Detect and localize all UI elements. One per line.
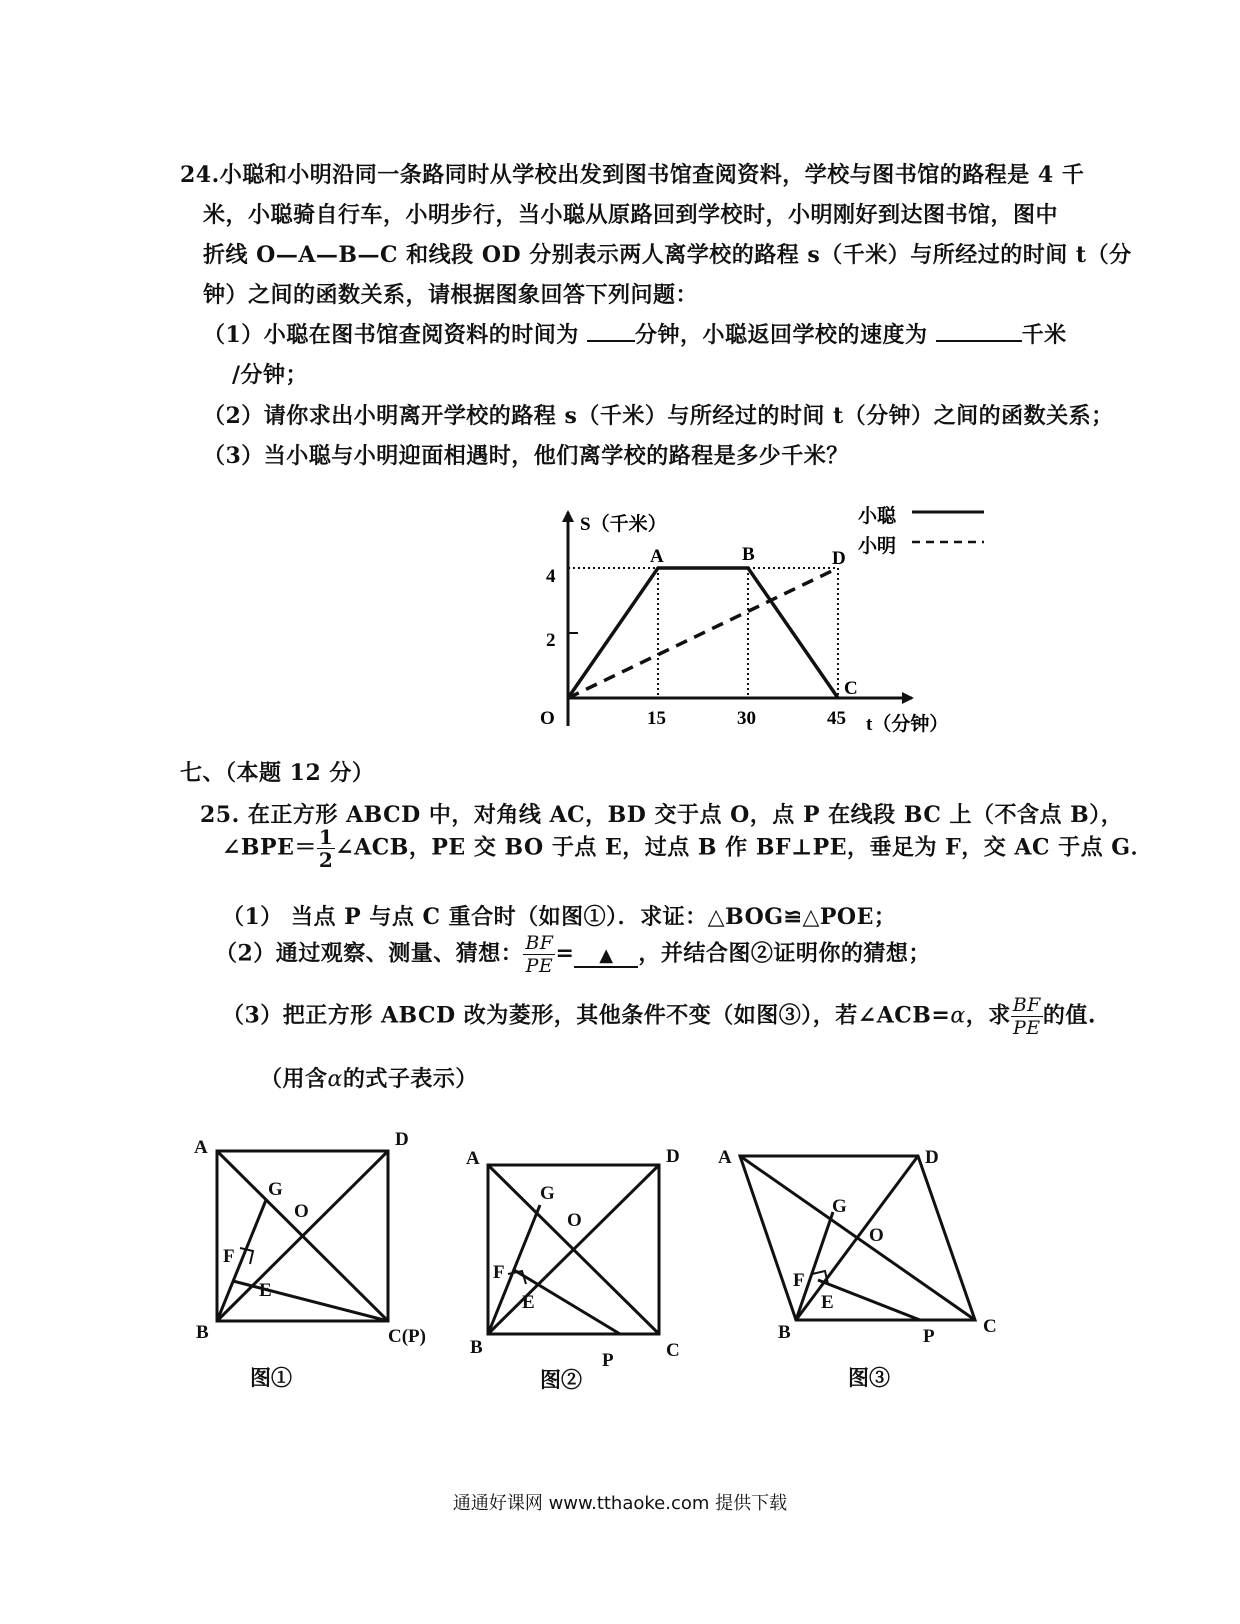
point-label-b: B — [742, 544, 755, 565]
bf-pe-denominator: PE — [525, 955, 554, 977]
fig3-label-c: C — [983, 1316, 997, 1337]
q24-part-1-a: （1）小聪在图书馆查阅资料的时间为 — [203, 322, 587, 348]
y-tick-label-2: 2 — [546, 630, 556, 651]
x-tick-label-30: 30 — [737, 708, 756, 729]
y-tick-label-4: 4 — [546, 566, 556, 587]
figure-3-caption: 图③ — [848, 1365, 890, 1390]
q24-part-1 — [203, 318, 1067, 349]
geometry-figures — [0, 1120, 1240, 1410]
bf-pe-fraction-2 — [1011, 994, 1043, 1039]
answer-blank-2 — [936, 320, 1022, 342]
fig1-label-b: B — [196, 1322, 209, 1343]
fig3-label-b: B — [778, 1322, 791, 1343]
fig2-label-e: E — [522, 1292, 535, 1313]
q24-part-1-c: 千米 — [1021, 322, 1067, 348]
q25-part-2-eq: = — [555, 940, 575, 967]
y-axis-label: S（千米） — [580, 514, 667, 535]
fig2-label-o: O — [567, 1210, 582, 1231]
q25-part-2 — [215, 932, 931, 977]
fig3-label-f: F — [793, 1270, 805, 1291]
fig2-label-f: F — [493, 1262, 505, 1283]
q24-part-1-b: 分钟，小聪返回学校的速度为 — [634, 322, 936, 348]
x-axis-label: t（分钟） — [866, 714, 949, 735]
q25-part-3-c: 的值. — [1042, 1002, 1097, 1029]
q25-part-3 — [222, 994, 1096, 1039]
q25-part-3-b: ，求 — [965, 1002, 1011, 1029]
q24-line-1: 24.小聪和小明沿同一条路同时从学校出发到图书馆查阅资料，学校与图书馆的路程是 4 千 — [180, 162, 1085, 188]
fig3-label-d: D — [925, 1147, 939, 1168]
distance-time-chart — [520, 470, 1040, 745]
figure-2-drawing — [488, 1165, 659, 1334]
q24-line-2: 米，小聪骑自行车，小明步行，当小聪从原路回到学校时，小明刚好到达图书馆，图中 — [203, 202, 1059, 228]
answer-blank-1 — [587, 320, 635, 342]
figure-2-caption: 图② — [540, 1367, 582, 1392]
bf-pe-fraction — [523, 932, 555, 977]
q25-part-4 — [260, 1062, 478, 1093]
half-fraction-denominator: 2 — [318, 848, 334, 872]
fig1-label-o: O — [294, 1201, 309, 1222]
fig2-label-a: A — [466, 1148, 480, 1169]
figure-1-drawing — [217, 1151, 388, 1321]
fig3-label-p: P — [923, 1326, 935, 1347]
half-fraction — [317, 826, 335, 871]
bf-pe-numerator: BF — [525, 932, 554, 954]
series-line-xiaoming — [568, 568, 838, 698]
q25-line-2-b: ∠ACB，PE 交 BO 于点 E，过点 B 作 BF⊥PE，垂足为 F，交 AC 于点 G． — [335, 834, 1154, 861]
fig2-label-b: B — [470, 1337, 483, 1358]
fig2-label-g: G — [540, 1183, 555, 1204]
bf-pe-numerator-2: BF — [1012, 994, 1041, 1016]
alpha-symbol: α — [950, 1003, 966, 1029]
section-heading: 七、（本题 12 分） — [180, 760, 375, 786]
fig3-label-o: O — [869, 1225, 884, 1246]
legend-label-xiaoming: 小明 — [858, 536, 897, 557]
fig2-label-c: C — [666, 1340, 680, 1361]
fig1-label-f: F — [223, 1246, 235, 1267]
q25-part-1: （1） 当点 P 与点 C 重合时（如图①）．求证：△BOG≌△POE； — [222, 904, 897, 930]
fig3-label-g: G — [832, 1196, 847, 1217]
fig2-label-p: P — [602, 1350, 614, 1371]
point-label-a: A — [650, 546, 664, 567]
q24-part-3: （3）当小聪与小明迎面相遇时，他们离学校的路程是多少千米？ — [203, 443, 849, 469]
q25-part-4-b: 的式子表示） — [342, 1066, 478, 1092]
fig3-label-e: E — [821, 1292, 834, 1313]
q25-line-1: 25. 在正方形 ABCD 中，对角线 AC，BD 交于点 O，点 P 在线段 BC 上（不含点 B）， — [200, 802, 1124, 828]
q25-line-2-a: ∠BPE＝ — [222, 834, 317, 861]
footer-text: 通通好课网 www.tthaoke.com 提供下载 — [452, 1493, 788, 1514]
q25-line-2 — [222, 826, 1153, 871]
point-label-d: D — [832, 548, 846, 569]
fig1-label-e: E — [259, 1280, 272, 1301]
q24-line-3: 折线 O—A—B—C 和线段 OD 分别表示两人离学校的路程 s（千米）与所经过的时间 t（分 — [203, 242, 1132, 268]
bf-pe-denominator-2: PE — [1012, 1017, 1041, 1039]
fig1-label-d: D — [395, 1129, 409, 1150]
fig1-label-g: G — [268, 1179, 283, 1200]
q24-part-1-cont: /分钟； — [232, 362, 309, 388]
fig1-label-a: A — [194, 1137, 208, 1158]
point-label-c: C — [844, 678, 858, 699]
legend-label-xiaocong: 小聪 — [858, 506, 897, 527]
fig1-label-c: C(P) — [388, 1326, 426, 1347]
figure-3-drawing — [740, 1156, 975, 1320]
q24-part-2: （2）请你求出小明离开学校的路程 s（千米）与所经过的时间 t（分钟）之间的函数关系； — [203, 403, 1114, 429]
q24-line-4: 钟）之间的函数关系，请根据图象回答下列问题： — [203, 282, 699, 308]
alpha-symbol-2: α — [327, 1067, 343, 1092]
q25-part-2-a: （2）通过观察、测量、猜想： — [215, 940, 524, 967]
q25-part-4-a: （用含 — [260, 1066, 328, 1092]
x-tick-label-45: 45 — [827, 708, 846, 729]
fig2-label-d: D — [666, 1146, 680, 1167]
figure-1-caption: 图① — [250, 1365, 292, 1390]
q25-part-2-c: ，并结合图②证明你的猜想； — [638, 940, 931, 967]
q25-part-3-a: （3）把正方形 ABCD 改为菱形，其他条件不变（如图③），若∠ACB= — [222, 1002, 951, 1029]
x-tick-label-15: 15 — [647, 708, 666, 729]
half-fraction-numerator: 1 — [318, 825, 334, 849]
origin-label: O — [540, 708, 555, 729]
fig3-label-a: A — [718, 1147, 732, 1168]
triangle-answer-blank: ▲ — [574, 945, 638, 968]
